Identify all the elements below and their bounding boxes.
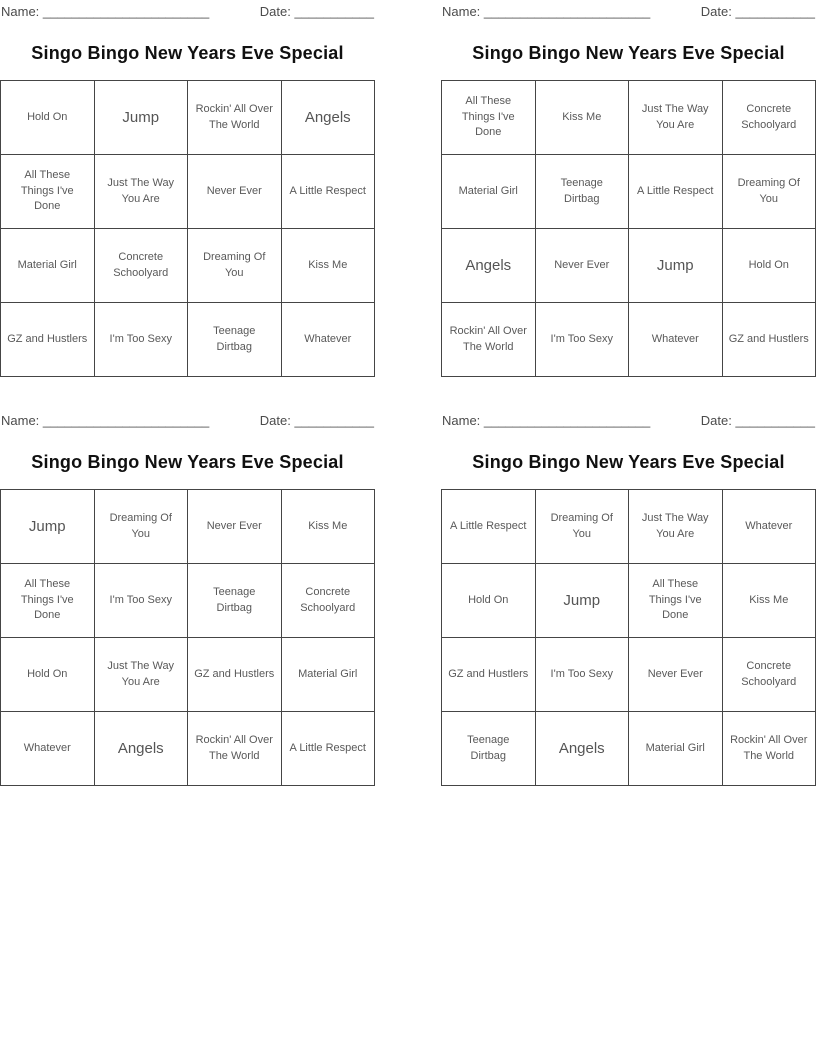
bingo-cell: Whatever xyxy=(722,490,816,564)
bingo-cell: Rockin' All Over The World xyxy=(188,712,282,786)
name-field: Name: _______________________ xyxy=(1,4,210,19)
bingo-cell: Concrete Schoolyard xyxy=(94,229,188,303)
bingo-cell: I'm Too Sexy xyxy=(535,638,629,712)
bingo-cell: Just The Way You Are xyxy=(629,490,723,564)
bingo-grid xyxy=(441,489,816,786)
bingo-cell: I'm Too Sexy xyxy=(94,303,188,377)
bingo-cell: GZ and Hustlers xyxy=(722,303,816,377)
bingo-cell: Concrete Schoolyard xyxy=(722,81,816,155)
bingo-row xyxy=(442,81,816,155)
bingo-cell: GZ and Hustlers xyxy=(442,638,536,712)
bingo-cell: Hold On xyxy=(1,81,95,155)
bingo-cell: Concrete Schoolyard xyxy=(281,564,375,638)
bingo-row xyxy=(442,638,816,712)
bingo-cell: Material Girl xyxy=(1,229,95,303)
bingo-card xyxy=(441,4,816,377)
bingo-cell: Dreaming Of You xyxy=(188,229,282,303)
bingo-card xyxy=(0,4,375,377)
bingo-cell: Material Girl xyxy=(442,155,536,229)
bingo-row xyxy=(1,155,375,229)
bingo-cell: Dreaming Of You xyxy=(535,490,629,564)
bingo-row xyxy=(442,490,816,564)
bingo-cell: Never Ever xyxy=(535,229,629,303)
bingo-row xyxy=(442,564,816,638)
bingo-cell: Kiss Me xyxy=(722,564,816,638)
bingo-cell: Dreaming Of You xyxy=(722,155,816,229)
name-field: Name: _______________________ xyxy=(442,4,651,19)
bingo-cell: GZ and Hustlers xyxy=(1,303,95,377)
bingo-cell: I'm Too Sexy xyxy=(94,564,188,638)
bingo-cell: Never Ever xyxy=(188,155,282,229)
card-title: Singo Bingo New Years Eve Special xyxy=(472,43,785,63)
bingo-cell: Jump xyxy=(535,564,629,638)
bingo-cell: Angels xyxy=(535,712,629,786)
bingo-cell: Concrete Schoolyard xyxy=(722,638,816,712)
bingo-cell: Hold On xyxy=(722,229,816,303)
bingo-cell: Whatever xyxy=(629,303,723,377)
bingo-cell: Rockin' All Over The World xyxy=(442,303,536,377)
bingo-cell: Teenage Dirtbag xyxy=(188,564,282,638)
bingo-cell: Just The Way You Are xyxy=(629,81,723,155)
bingo-cell: I'm Too Sexy xyxy=(535,303,629,377)
name-field: Name: _______________________ xyxy=(1,413,210,428)
bingo-cell: Kiss Me xyxy=(281,490,375,564)
name-field: Name: _______________________ xyxy=(442,413,651,428)
bingo-row xyxy=(1,81,375,155)
bingo-cell: Teenage Dirtbag xyxy=(442,712,536,786)
card-title: Singo Bingo New Years Eve Special xyxy=(31,43,344,63)
bingo-cell: A Little Respect xyxy=(281,155,375,229)
card-header xyxy=(0,4,375,19)
card-title: Singo Bingo New Years Eve Special xyxy=(31,452,344,472)
card-header xyxy=(0,413,375,428)
bingo-cell: Rockin' All Over The World xyxy=(722,712,816,786)
bingo-row xyxy=(442,229,816,303)
bingo-row xyxy=(442,712,816,786)
card-header xyxy=(441,4,816,19)
bingo-cell: Just The Way You Are xyxy=(94,155,188,229)
bingo-cell: Kiss Me xyxy=(281,229,375,303)
bingo-cell: Never Ever xyxy=(629,638,723,712)
bingo-grid xyxy=(0,489,375,786)
bingo-row xyxy=(1,712,375,786)
bingo-cell: Never Ever xyxy=(188,490,282,564)
bingo-row xyxy=(1,303,375,377)
bingo-row xyxy=(1,564,375,638)
bingo-cell: Teenage Dirtbag xyxy=(188,303,282,377)
bingo-row xyxy=(1,490,375,564)
bingo-cell: Just The Way You Are xyxy=(94,638,188,712)
date-field: Date: ___________ xyxy=(700,413,815,428)
bingo-cell: Jump xyxy=(1,490,95,564)
bingo-cell: Whatever xyxy=(1,712,95,786)
bingo-cell: All These Things I've Done xyxy=(1,155,95,229)
bingo-row xyxy=(1,638,375,712)
bingo-cell: Angels xyxy=(442,229,536,303)
bingo-card xyxy=(0,413,375,786)
bingo-cell: Angels xyxy=(281,81,375,155)
bingo-cell: A Little Respect xyxy=(629,155,723,229)
bingo-cell: All These Things I've Done xyxy=(629,564,723,638)
bingo-row xyxy=(442,155,816,229)
bingo-cell: All These Things I've Done xyxy=(442,81,536,155)
bingo-cell: Dreaming Of You xyxy=(94,490,188,564)
bingo-grid xyxy=(0,80,375,377)
bingo-row xyxy=(442,303,816,377)
bingo-cell: Hold On xyxy=(1,638,95,712)
bingo-cell: Kiss Me xyxy=(535,81,629,155)
bingo-cell: Jump xyxy=(94,81,188,155)
bingo-row xyxy=(1,229,375,303)
bingo-card xyxy=(441,413,816,786)
bingo-cell: Material Girl xyxy=(629,712,723,786)
bingo-cell: GZ and Hustlers xyxy=(188,638,282,712)
bingo-cell: Teenage Dirtbag xyxy=(535,155,629,229)
bingo-cell: A Little Respect xyxy=(442,490,536,564)
date-field: Date: ___________ xyxy=(700,4,815,19)
bingo-cell: Whatever xyxy=(281,303,375,377)
bingo-cell: Material Girl xyxy=(281,638,375,712)
bingo-cell: Jump xyxy=(629,229,723,303)
card-title: Singo Bingo New Years Eve Special xyxy=(472,452,785,472)
bingo-grid xyxy=(441,80,816,377)
bingo-cell: Rockin' All Over The World xyxy=(188,81,282,155)
date-field: Date: ___________ xyxy=(259,4,374,19)
bingo-cell: Angels xyxy=(94,712,188,786)
bingo-cell: Hold On xyxy=(442,564,536,638)
card-header xyxy=(441,413,816,428)
bingo-cell: A Little Respect xyxy=(281,712,375,786)
bingo-cell: All These Things I've Done xyxy=(1,564,95,638)
date-field: Date: ___________ xyxy=(259,413,374,428)
